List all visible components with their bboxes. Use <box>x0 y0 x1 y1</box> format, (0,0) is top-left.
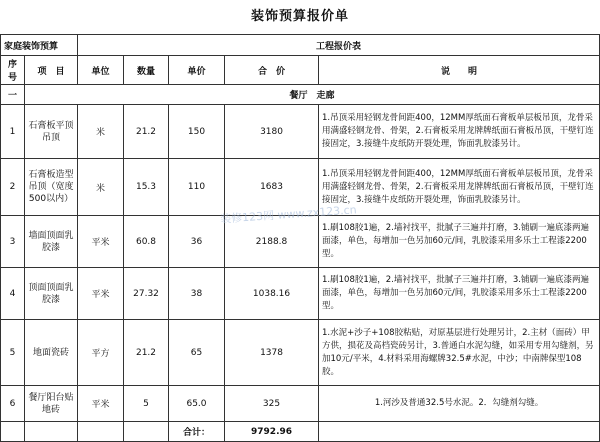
row-qty: 21.2 <box>124 105 169 159</box>
table-row <box>1 105 600 159</box>
column-header-row <box>1 56 600 85</box>
row-qty: 60.8 <box>124 216 169 268</box>
watermark: 装修123网 www.zx123.cn <box>219 203 358 226</box>
row-desc: 1.刷108胶1遍，2.墙衬找平，批腻子三遍并打磨，3.铺刷一遍底漆两遍面漆，单色，每增加一色另加60元/间，乳胶漆采用多乐士工程漆2200型。 <box>319 268 600 320</box>
row-qty: 15.3 <box>124 159 169 216</box>
quote-table <box>0 34 600 442</box>
row-total: 2188.8 <box>225 216 319 268</box>
row-price: 110 <box>169 159 225 216</box>
row-unit: 平方 <box>78 320 124 386</box>
col-item: 项 目 <box>25 56 78 85</box>
row-item: 餐厅阳台贴地砖 <box>25 386 78 422</box>
table-row <box>1 386 600 422</box>
row-desc: 1.吊顶采用轻钢龙骨间距400，12MM厚纸面石膏板单层板吊顶，龙骨采用满盛轻钢龙骨、骨架，2.石膏板采用龙牌牌纸面石膏板吊顶，干壁钉连接固定，3.接缝牛皮纸防开裂处理，饰面乳胶漆另计。 <box>319 159 600 216</box>
header-row-1 <box>1 35 600 56</box>
row-no: 5 <box>1 320 25 386</box>
row-no: 6 <box>1 386 25 422</box>
table-row <box>1 320 600 386</box>
client-label: 家庭装饰预算 <box>1 35 78 56</box>
row-desc: 1.河沙及普通32.5号水泥。2．勾缝剂勾缝。 <box>319 386 600 422</box>
row-qty: 27.32 <box>124 268 169 320</box>
row-unit: 平米 <box>78 386 124 422</box>
row-desc: 1.水泥+沙子+108胶粘贴，对原基层进行处理另计，2.主材（面砖）甲方供，损花及高档瓷砖另计，3.普通白水泥勾缝，如采用专用勾缝剂，另加10元/平米，4.材料采用海螺牌32.5#水泥，中沙；中南牌保型108胶。 <box>319 320 600 386</box>
row-total: 1038.16 <box>225 268 319 320</box>
table-row <box>1 159 600 216</box>
summary-row <box>1 422 600 442</box>
row-price: 65 <box>169 320 225 386</box>
row-qty: 21.2 <box>124 320 169 386</box>
col-no: 序号 <box>1 56 25 85</box>
row-price: 36 <box>169 216 225 268</box>
row-unit: 平米 <box>78 268 124 320</box>
col-unit: 单位 <box>78 56 124 85</box>
table-row <box>1 216 600 268</box>
section-no: 一 <box>1 85 25 105</box>
row-price: 38 <box>169 268 225 320</box>
col-total: 合 价 <box>225 56 319 85</box>
row-no: 2 <box>1 159 25 216</box>
row-unit: 米 <box>78 105 124 159</box>
row-total: 1683 <box>225 159 319 216</box>
row-desc: 1.吊顶采用轻钢龙骨间距400，12MM厚纸面石膏板单层板吊顶，龙骨采用满盛轻钢龙骨、骨架，2.石膏板采用龙牌牌纸面石膏板吊顶，干壁钉连接固定，3.接缝牛皮纸防开裂处理，饰面乳胶漆另计。 <box>319 105 600 159</box>
row-unit: 平米 <box>78 216 124 268</box>
col-desc: 说 明 <box>319 56 600 85</box>
page-title: 装饰预算报价单 <box>250 9 349 24</box>
row-item: 顶面顶面乳胶漆 <box>25 268 78 320</box>
row-no: 1 <box>1 105 25 159</box>
row-no: 4 <box>1 268 25 320</box>
summary-total: 9792.96 <box>225 422 319 442</box>
col-qty: 数量 <box>124 56 169 85</box>
row-qty: 5 <box>124 386 169 422</box>
section-row <box>1 85 600 105</box>
row-item: 地面瓷砖 <box>25 320 78 386</box>
table-row <box>1 268 600 320</box>
sheet-name: 工程报价表 <box>78 35 600 56</box>
row-price: 65.0 <box>169 386 225 422</box>
row-total: 325 <box>225 386 319 422</box>
row-price: 150 <box>169 105 225 159</box>
summary-label: 合计： <box>169 422 225 442</box>
row-item: 石膏板平顶吊顶 <box>25 105 78 159</box>
row-unit: 米 <box>78 159 124 216</box>
section-name: 餐厅 走廊 <box>25 85 600 105</box>
row-desc: 1.刷108胶1遍，2.墙衬找平，批腻子三遍并打磨，3.铺刷一遍底漆两遍面漆，单色，每增加一色另加60元/间，乳胶漆采用多乐士工程漆2200型。 <box>319 216 600 268</box>
col-price: 单价 <box>169 56 225 85</box>
row-total: 3180 <box>225 105 319 159</box>
row-total: 1378 <box>225 320 319 386</box>
row-no: 3 <box>1 216 25 268</box>
row-item: 墙面顶面乳胶漆 <box>25 216 78 268</box>
row-item: 石膏板造型吊顶（宽度500以内） <box>25 159 78 216</box>
